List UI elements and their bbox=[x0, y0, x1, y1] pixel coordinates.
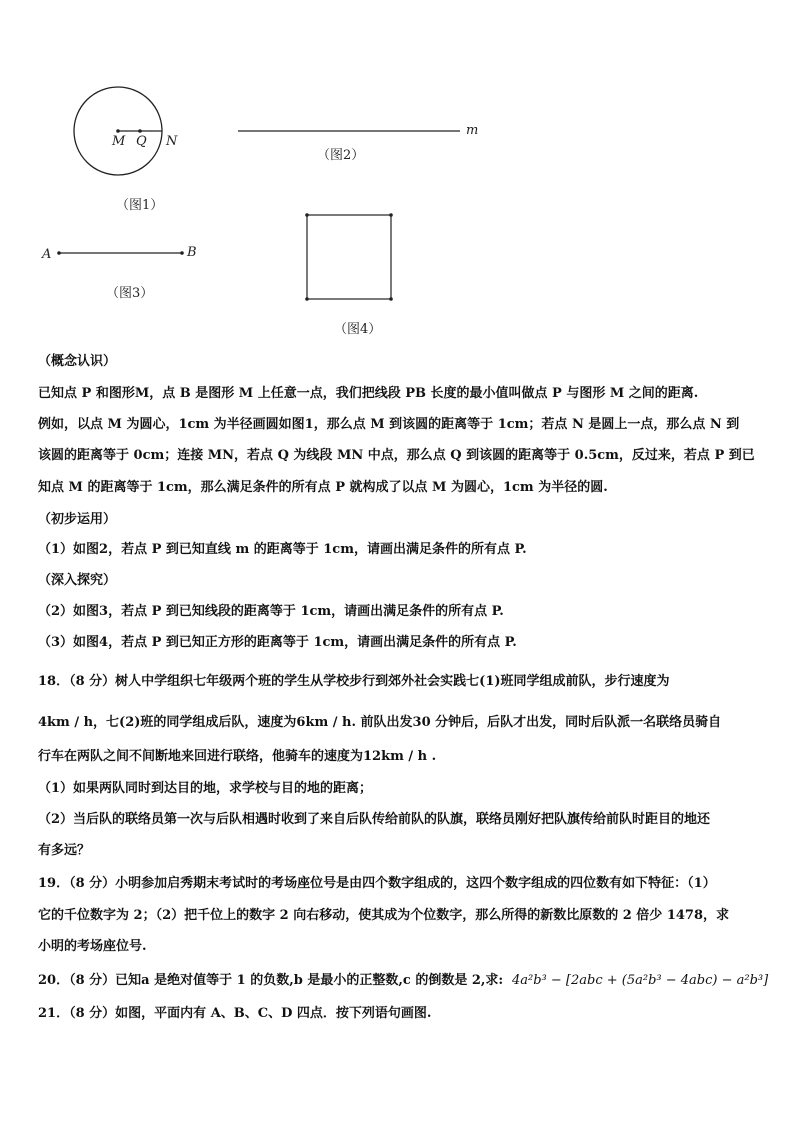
problem-19-line-3: 小明的考场座位号. bbox=[38, 939, 147, 954]
figure-1-caption: （图1） bbox=[116, 198, 164, 213]
problem-18-line-1: 18．（8 分）树人中学组织七年级两个班的学生从学校步行到郊外社会实践七(1)班同学组成前队，步行速度为 bbox=[38, 674, 670, 689]
figure-4-square bbox=[304, 212, 396, 304]
point-q-label: Q bbox=[136, 134, 147, 149]
problem-18-line-2: 4km / h，七(2)班的同学组成后队，速度为6km / h. 前队出发30 分钟后，后队才出发，同时后队派一名联络员骑自 bbox=[38, 715, 722, 730]
figure-3-caption: （图3） bbox=[106, 286, 154, 301]
point-a-label: A bbox=[42, 247, 52, 262]
figure-2-line bbox=[238, 125, 463, 137]
point-b-label: B bbox=[187, 245, 197, 260]
section-initial-heading: （初步运用） bbox=[38, 512, 117, 527]
concept-line-4: 知点 M 的距离等于 1cm，那么满足条件的所有点 P 就构成了以点 M 为圆心，1cm 为半径的圆. bbox=[38, 480, 608, 495]
problem-20-text: 20．（8 分）已知a 是绝对值等于 1 的负数,b 是最小的正整数,c 的倒数是 2,求: bbox=[38, 973, 504, 988]
question-2: （2）如图3，若点 P 到已知线段的距离等于 1cm，请画出满足条件的所有点 P. bbox=[38, 604, 504, 619]
problem-18-sub-1: （1）如果两队同时到达目的地，求学校与目的地的距离； bbox=[38, 781, 373, 796]
problem-21-text: 21．（8 分）如图，平面内有 A、B、C、D 四点．按下列语句画图. bbox=[38, 1006, 432, 1021]
problem-18-line-3: 行车在两队之间不间断地来回进行联络，他骑车的速度为12km / h . bbox=[38, 749, 437, 764]
figure-2-caption: （图2） bbox=[317, 148, 365, 163]
figure-3-segment bbox=[56, 247, 186, 259]
problem-19-line-1: 19．（8 分）小明参加启秀期末考试时的考场座位号是由四个数字组成的，这四个数字组成的四位数有如下特征：（1） bbox=[38, 876, 716, 891]
problem-19-line-2: 它的千位数字为 2；（2）把千位上的数字 2 向右移动，使其成为个位数字，那么所得的新数比原数的 2 倍少 1478，求 bbox=[38, 908, 730, 923]
question-3: （3）如图4，若点 P 到已知正方形的距离等于 1cm，请画出满足条件的所有点 P. bbox=[38, 635, 517, 650]
problem-18-sub-2b: 有多远？ bbox=[38, 843, 91, 858]
line-m-label: m bbox=[466, 123, 479, 138]
section-concept-heading: （概念认识） bbox=[38, 354, 117, 369]
section-deep-heading: （深入探究） bbox=[38, 573, 117, 588]
problem-20-formula: 4a²b³ − [2abc + (5a²b³ − 4abc) − a²b³] bbox=[512, 973, 769, 988]
figure-4-caption: （图4） bbox=[334, 322, 382, 337]
concept-line-1: 已知点 P 和图形M，点 B 是图形 M 上任意一点，我们把线段 PB 长度的最小值叫做点 P 与图形 M 之间的距离. bbox=[38, 386, 699, 401]
point-n-label: N bbox=[166, 134, 178, 149]
figure-1-circle bbox=[70, 85, 200, 180]
point-m-label: M bbox=[112, 134, 126, 149]
question-1: （1）如图2，若点 P 到已知直线 m 的距离等于 1cm，请画出满足条件的所有点 P. bbox=[38, 542, 527, 557]
concept-line-2: 例如，以点 M 为圆心，1cm 为半径画圆如图1，那么点 M 到该圆的距离等于 1cm；若点 N 是圆上一点，那么点 N 到 bbox=[38, 417, 740, 432]
problem-18-sub-2a: （2）当后队的联络员第一次与后队相遇时收到了来自后队传给前队的队旗，联络员刚好把队旗传给前队时距目的地还 bbox=[38, 812, 711, 827]
concept-line-3: 该圆的距离等于 0cm；连接 MN，若点 Q 为线段 MN 中点，那么点 Q 到该圆的距离等于 0.5cm，反过来，若点 P 到已 bbox=[38, 448, 755, 463]
